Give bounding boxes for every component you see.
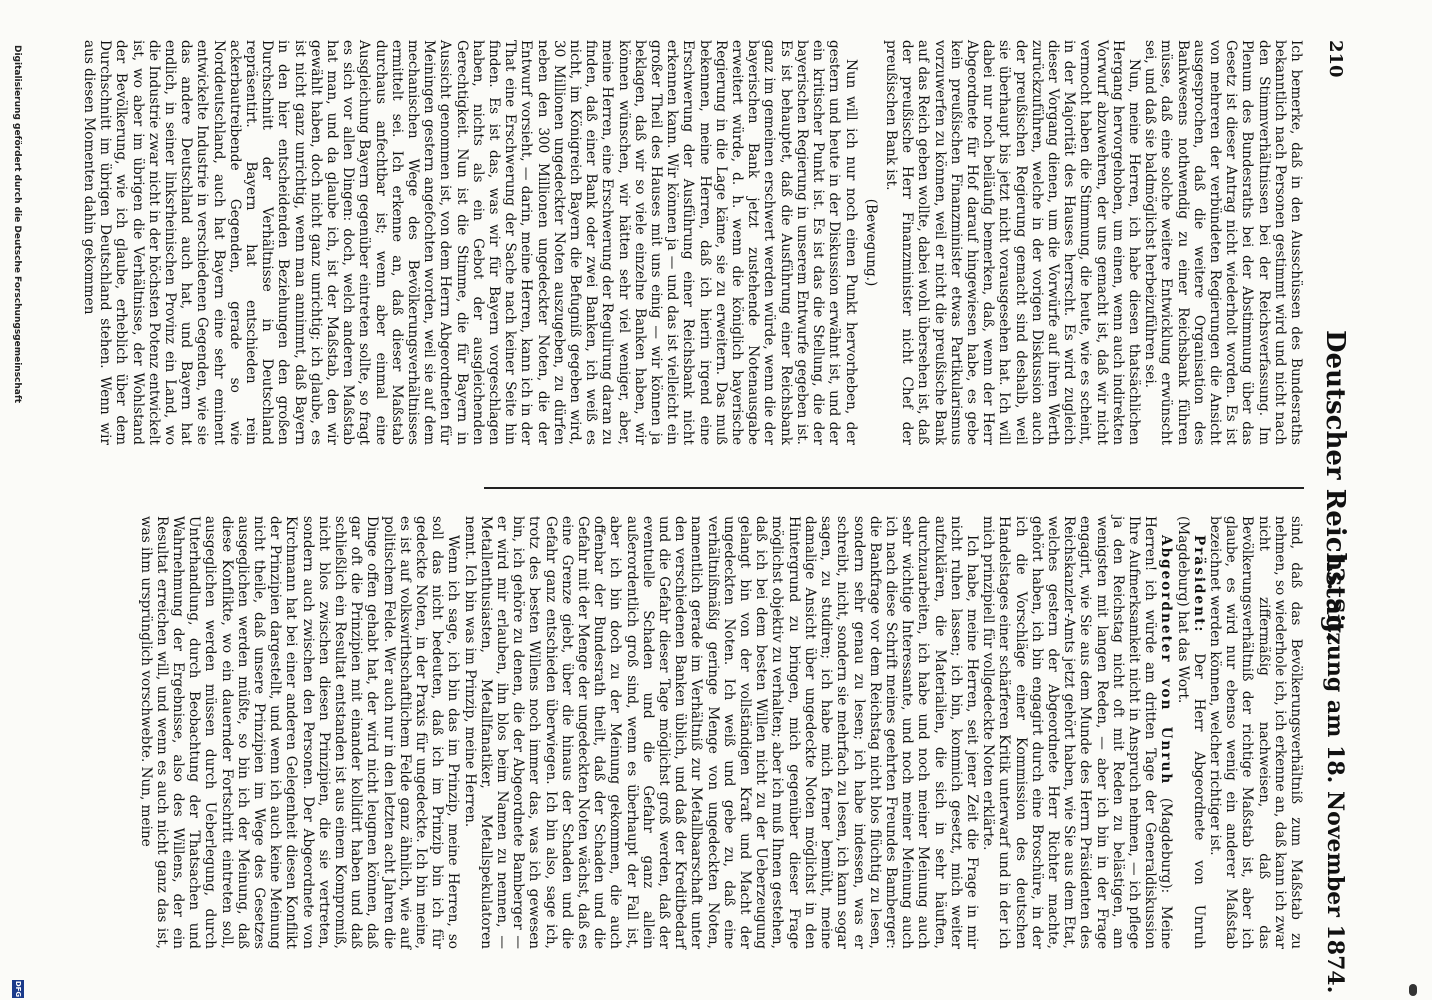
- bewegung-note: (Bewegung.): [862, 198, 879, 287]
- speaker-label: Abgeordneter von Unruh: [1158, 535, 1175, 786]
- right-paragraph: Ich habe, meine Herren, seit jener Zeit die Frage in mir nicht ruhen lassen; ich bin, kommich gesetzt, mich weiter aufzuklären, die Materialien, die sich in sehr häuften, durchzuarbeiten, ich habe und noch meiner Meinung auch sehr wichtige Interessante, und noch meiner Meinung auch ich nach diese Schrift meines geehrten Freundes Bamberger: die Bankfrage vor dem Reichstag nicht blos flüchtig zu lesen, sondern sehr genau zu lesen; ich habe indessen, was er schreibt, nicht, sondern sie mehrfach zu lesen, ich kann sogar sagen, zu studiren; ich habe mich ferner bemüht, meine damalige Ansicht über ungedeckte Noten möglichst in den Hintergrund zu bringen, mich gegenüber dieser Frage möglichst objektiv zu verhalten; aber ich muß Ihnen gestehen, daß ich bei dem besten Willen nicht zu der Ueberzeugung gelangt bin von der vollständigen Kraft und Macht der ungedeckten Noten. Ich weiß und gebe zu, daß eine verhältnißmäßig geringe Menge von ungedeckten Noten, namentlich gerade im Verhältniß zur Metallbaarschaft unter den verschiedenen Banken üblich, und daß der Kreditbedarf und die Gefahr dieser Tage möglichst groß werden, daß der eventuelle Schaden und die Gefahr ganz allein außerordentlich groß sind, wenn es überhaupt der Fall ist, aber ich bin doch zu der Meinung gekommen, die auch offenbar der Bundesrath theilt, daß der Schaden und die Gefahr mit der Menge der ungedeckten Noten wächst, daß es eine Grenze giebt, über die hinaus der Schaden und die Gefahr ganz entschieden überwiegen. Ich bin also, sage ich, trotz des besten Willens noch immer das, was ich gewesen bin, ich gehöre zu denen, die der Abgeordnete Bamberger — er wird mir erlauben, ihn blos beim Namen zu nennen, — Metallenthusiasten, Metallfanatiker, Metallspekulatoren nennt. Ich bin was im Prinzip, meine Herren.: [461, 516, 980, 949]
- left-paragraph: Nun will ich nur noch einen Punkt hervorheben, der gestern und heute in der Diskussion erwähnt ist, und der ein kritischer Punkt ist. Es ist das die Stellung, die der bayerischen Regierung in unserem Entwurfe gegeben ist. Es ist behauptet, daß die Ausführung einer Reichsbank ganz im gemeinen erschwert werden würde, wenn die der bayerischen Bank jetzt zustehende Notenausgabe erweitert würde, d. h. wenn die königlich bayerische Regierung in die Lage käme, sie zu erweitern. Das muß bekennen, meine Herren, daß ich hierin irgend eine Erschwerung der Ausführung einer Reichsbank nicht erkennen kann. Wir können ja — und das ist vielleicht ein großer Theil des Hauses mit uns einig — wir können ja beklagen, daß wir so viele einzelne Banken haben, wir können wünschen, wir hätten sehr viel weniger, aber, meine Herren, eine Erschwerung der Regulirung daran zu finden, daß einer Bank oder zwei Banken, ich weiß es nicht, im Königreich Bayern die Befugniß gegeben wird, 30 Millionen ungedeckter Noten auszugeben, zu dürfen neben den 300 Millionen ungedeckter Noten, die der Entwurf vorsieht, — darin, meine Herren, kann ich in der That eine Erschwerung der Sache nach keiner Seite hin finden. Es ist das, was wir für Bayern vorgeschlagen haben, nichts als ein Gebot der ausgleichenden Gerechtigkeit. Nun ist die Stimme, die für Bayern in Aussicht genommen ist, von dem Herrn Abgeordneten für Meiningen gestern angefochten worden, weil sie auf dem mechanischen Wege des Bevölkerungsverhältnisses ermittelt sei. Ich erkenne an, daß dieser Maßstab durchaus anfechtbar ist; wenn aber einmal eine Ausgleichung Bayern gegenüber eintreten sollte, so fragt es sich vor allen Dingen: doch, welch anderen Maßstab hat man, und da glaube ich, ist der Maßstab, den wir gewählt haben, doch nicht ganz unrichtig; ich glaube, es ist nicht ganz unrichtig, wenn man annimmt, daß Bayern in den hier entscheidenden Beziehungen den großen Durchschnitt der Verhältnisse in Deutschland repräsentirt. Bayern hat entschieden rein ackerbautreibende Gegenden, gerade so wie Norddeutschland, auch hat Bayern eine sehr eminent entwickelte Industrie in verschiedenen Gegenden, wie sie das andere Deutschland auch hat, und Bayern hat endlich, in seiner linksrheinischen Provinz ein Land, wo die Industrie zwar nicht in der höchsten Potenz entwickelt ist, wo aber im übrigen die Verhältnisse, der Wohlstand der Bevölkerung, wie ich glaube, erheblich über dem Durchschnitt im übrigen Deutschland stehen. Wenn wir aus diesen Momenten dahin gekommen: [80, 40, 859, 445]
- right-paragraph: sind, daß das Bevölkerungsverhältniß zum Maßstab zu nehmen, so wiederhole ich, ich erkenne an, daß kann ich zwar nicht ziffermäßig nachweisen, daß das Bevölkerungsverhältniß der richtige Maßstab ist, aber ich glaube, es wird nur ebenso wenig ein anderer Maßstab bezeichnet werden können, welcher richtiger ist.: [1206, 516, 1304, 949]
- left-paragraph: Nun, meine Herren, ich habe diesen thatsächlichen Hergang hervorgehoben, um einen, wenn auch indirekten Vorwurf abzuwehren, der uns gemacht ist, daß wir nicht vermocht haben die Stimmung, die heute, wie es scheint, in der Majorität des Hauses herrscht. Es wird zugleich dieser Vorgang dienen, um die Vorwürfe auf ihren Werth zurückzuführen, welche in der vorigen Diskussion auch der preußischen Regierung gemacht sind deshalb, weil sie überhaupt bis jetzt nicht vorausgesehen hat. Ich will dabei nur noch beiläufig bemerken, daß, wenn der Herr Abgeordnete für Hof darauf hingewiesen habe, es gebe kein preußischen Finanzminister etwas Partikularismus vorzuwerfen zu können, weil er nicht die preußische Bank auf das Reich geben wollte, dabei wohl übersehen ist, daß der preußische Herr Finanzminister nicht Chef der preußischen Bank ist.: [882, 40, 1142, 445]
- dfg-logo-icon: DFG: [14, 980, 22, 998]
- right-column: [137, 516, 1304, 950]
- president-text: Der Herr Abgeordnete von Unruh (Magdeburg) hat das Wort.: [1174, 516, 1207, 949]
- president-statement: [1174, 516, 1206, 949]
- page-number: 210: [1325, 40, 1346, 78]
- speaker-text: (Magdeburg): Meine Herren! ich würde am dritten Tage der Generaldiskussion Ihre Aufmerksamkeit nicht in Anspruch nehmen, — ich pflege ja den Reichstag nicht oft mit Reden zu belästigen, am wenigsten mit langen Reden, — aber ich bin in der Frage engagirt, wie Sie aus dem Munde des Herrn Präsidenten des Reichskanzler-Amts jetzt gehört haben, wie Sie aus dem Etat, welches gestern der Abgeordnete Herr Richter machte, gehört haben, ich bin engagirt durch eine Broschüre, in der ich die Vorschläge einer Kommission des deutschen Handelstages einer schärferen Kritik unterwarf und in der ich mich prinzipiell für vollgedeckte Noten erklärte.: [980, 516, 1175, 950]
- column-divider: [484, 487, 1304, 489]
- right-paragraph: Wenn ich sage, ich bin das im Prinzip, meine Herren, so soll das nicht bedeuten, daß ich im Prinzip bin ich für gedeckte Noten, in der Praxis für ungedeckte. Ich bin meine, es ist auf volkswirthschaftlichem Felde ganz ähnlich, wie auf politischem Felde. Wer auch nur in den letzten acht Jahren die Dinge offen gehabt hat, der wird nicht leugnen können, daß gar oft die Prinzipien mit einander kollidirt haben und daß schließlich ein Resultat entstanden ist aus einem Kompromiß, nicht blos zwischen diesen Prinzipien, die sie vertreten, sondern auch zwischen den Personen. Der Abgeordnete von Kirchmann hat bei einer anderen Gelegenheit diesen Konflikt der Prinzipien dargestellt, und wenn ich auch keine Meinung nicht theile, daß unsere Prinzipien im Wege des Gesetzes ausgeglichen werden müßte, so bin ich der Meinung, daß diese Konflikte, wo ein dauernder Fortschritt eintreten soll, ausgeglichen werden müssen durch Ueberlegung, durch Unterhandlung, durch Beobachtung der Thatsachen und Wahrnehmung der Ergebnisse, also des Willens, der ein Resultat erreichen will, und wenn es auch nicht ganz das ist, was ihm ursprünglich vorschwebte. Nun, meine: [137, 516, 462, 949]
- digitization-note: Digitalisierung gefördert durch die Deutsche Forschungsgemeinschaft: [12, 45, 22, 404]
- session-line: 13. Sitzung am 18. November 1874.: [1322, 552, 1348, 994]
- left-paragraph: Ich bemerke, daß in den Ausschüssen des Bundesraths bekanntlich nach Personen gestimmt wird und nicht nach den Stimmverhältnissen bei der Reichsverfassung. Im Plenum des Bundesraths bei der Abstimmung über das Gesetz ist dieser Antrag nicht wiederholt worden. Es ist von mehreren der verbündeten Regierungen die Ansicht ausgesprochen, daß die weitere Organisation des Bankwesens nothwendig zu einer Reichsbank führen müsse, daß eine solche weitere Entwicklung erwünscht sei, und daß sie baldmöglichst herbeizuführen sei.: [1142, 40, 1304, 445]
- journal-title: Deutscher Reichstag.: [1320, 330, 1350, 643]
- left-column: [80, 40, 1304, 445]
- scan-artifact: [1409, 984, 1417, 996]
- president-label: Präsident:: [1190, 535, 1207, 634]
- speaker-statement: [980, 516, 1174, 949]
- page-header: [1312, 0, 1432, 1000]
